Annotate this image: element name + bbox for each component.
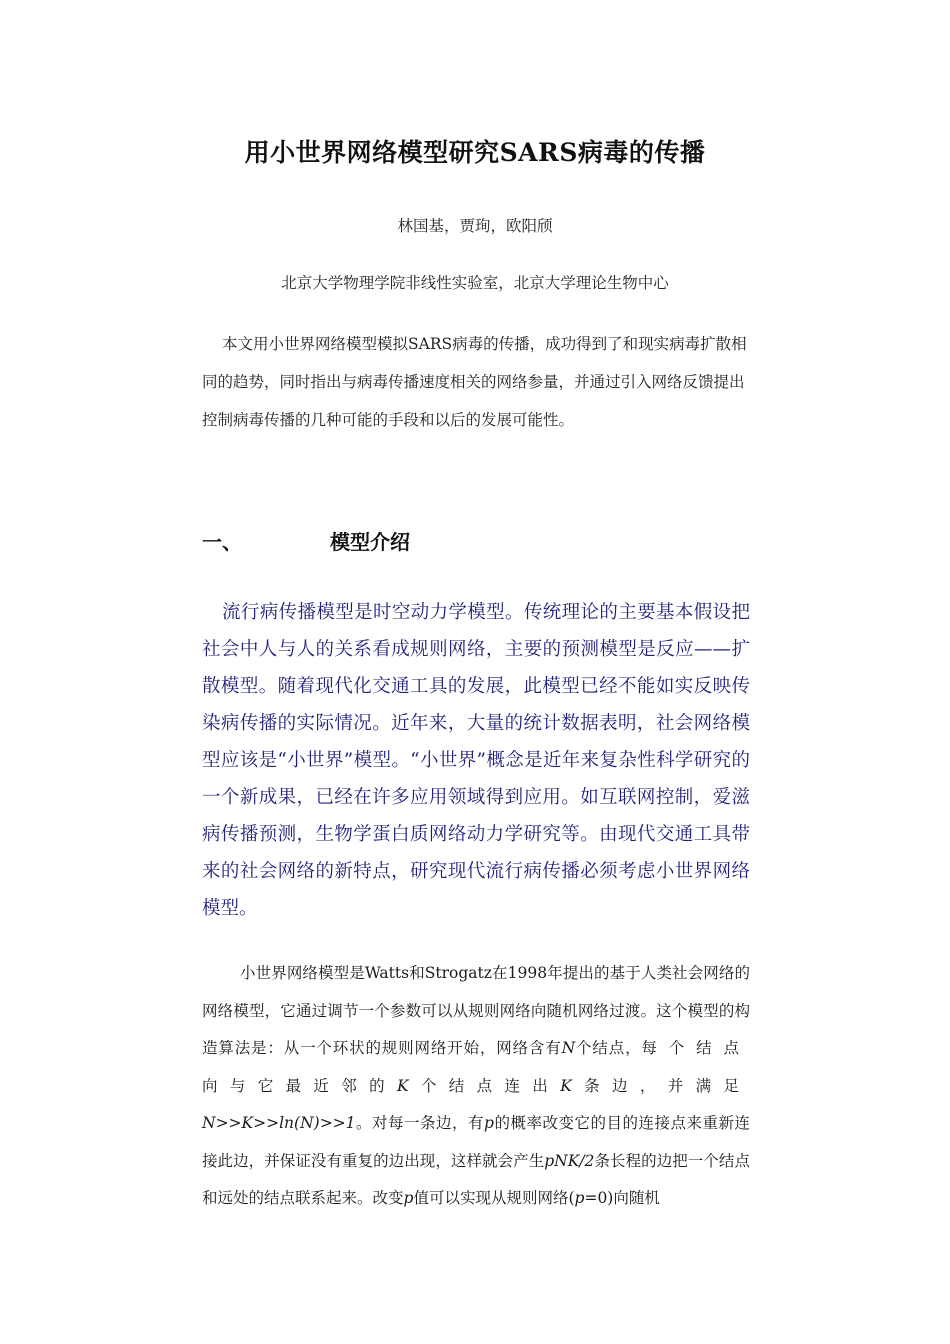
section-number: 一、 (202, 530, 242, 554)
variable-n: N (561, 1039, 576, 1057)
paper-title: 用小世界网络模型研究SARS病毒的传播 (244, 138, 706, 167)
variable-p: p (574, 1189, 585, 1207)
condition-formula: N>>K>>ln(N)>>1 (202, 1114, 356, 1132)
section-heading (202, 526, 410, 555)
variable-k: K (560, 1076, 583, 1095)
paper-abstract: 本文用小世界网络模型模拟SARS病毒的传播，成功得到了和现实病毒扩散相同的趋势，同时指出与病毒传播速度相关的网络参量，并通过引入网络反馈提出控制病毒传播的几种可能的手段和以后的发展可能性。 (202, 335, 747, 429)
text-segment: 每个结点向与它最近邻的 (202, 1039, 750, 1095)
paper-affiliation: 北京大学物理学院非线性实验室，北京大学理论生物中心 (281, 274, 669, 292)
variable-p: p (484, 1114, 494, 1132)
variable-p: p (403, 1189, 414, 1207)
text-segment: =0)向随机 (584, 1189, 660, 1207)
section-title: 模型介绍 (330, 530, 410, 554)
text-segment: 个结点连出 (419, 1076, 561, 1095)
variable-pnk: pNK/2 (544, 1151, 595, 1170)
intro-paragraph: 流行病传播模型是时空动力学模型。传统理论的主要基本假设把社会中人与人的关系看成规则网络，主要的预测模型是反应——扩散模型。随着现代化交通工具的发展，此模型已经不能如实反映传染病传播的实际情况。近年来，大量的统计数据表明，社会网络模型应该是“小世界”模型。“小世界”概念是近年来复杂性科学研究的一个新成果，已经在许多应用领域得到应用。如互联网控制，爱滋病传播预测，生物学蛋白质网络动力学研究等。由现代交通工具带来的社会网络的新特点，研究现代流行病传播必须考虑小世界网络模型。 (202, 602, 750, 919)
variable-k: K (397, 1076, 420, 1095)
text-segment: 的概率改变它的目的连接点来重新连接此边，并保证没有重复的边出现，这样就会产生 (202, 1114, 750, 1170)
text-segment: 小世界网络模型是Watts和Strogatz在1998年提出的基于人类社会网络的网络模型，它通过调节一个参数可以从规则网络向随机网络过渡。这个模型的构造算法是：从一个环状的规则网络开始，网络含有 (202, 964, 750, 1057)
text-segment: 个结点， (575, 1039, 642, 1057)
text-segment: 值可以实现从规则网络( (413, 1189, 575, 1207)
text-segment: 条边，并满足 (582, 1076, 750, 1095)
text-segment: 。对每一条边，有 (355, 1114, 485, 1132)
text-segment: 条长程的边把一个结点和远处的结点联系起来。改变 (202, 1151, 750, 1207)
small-world-paragraph (202, 955, 750, 1218)
paper-authors: 林国基，贾珣，欧阳颀 (397, 217, 553, 235)
